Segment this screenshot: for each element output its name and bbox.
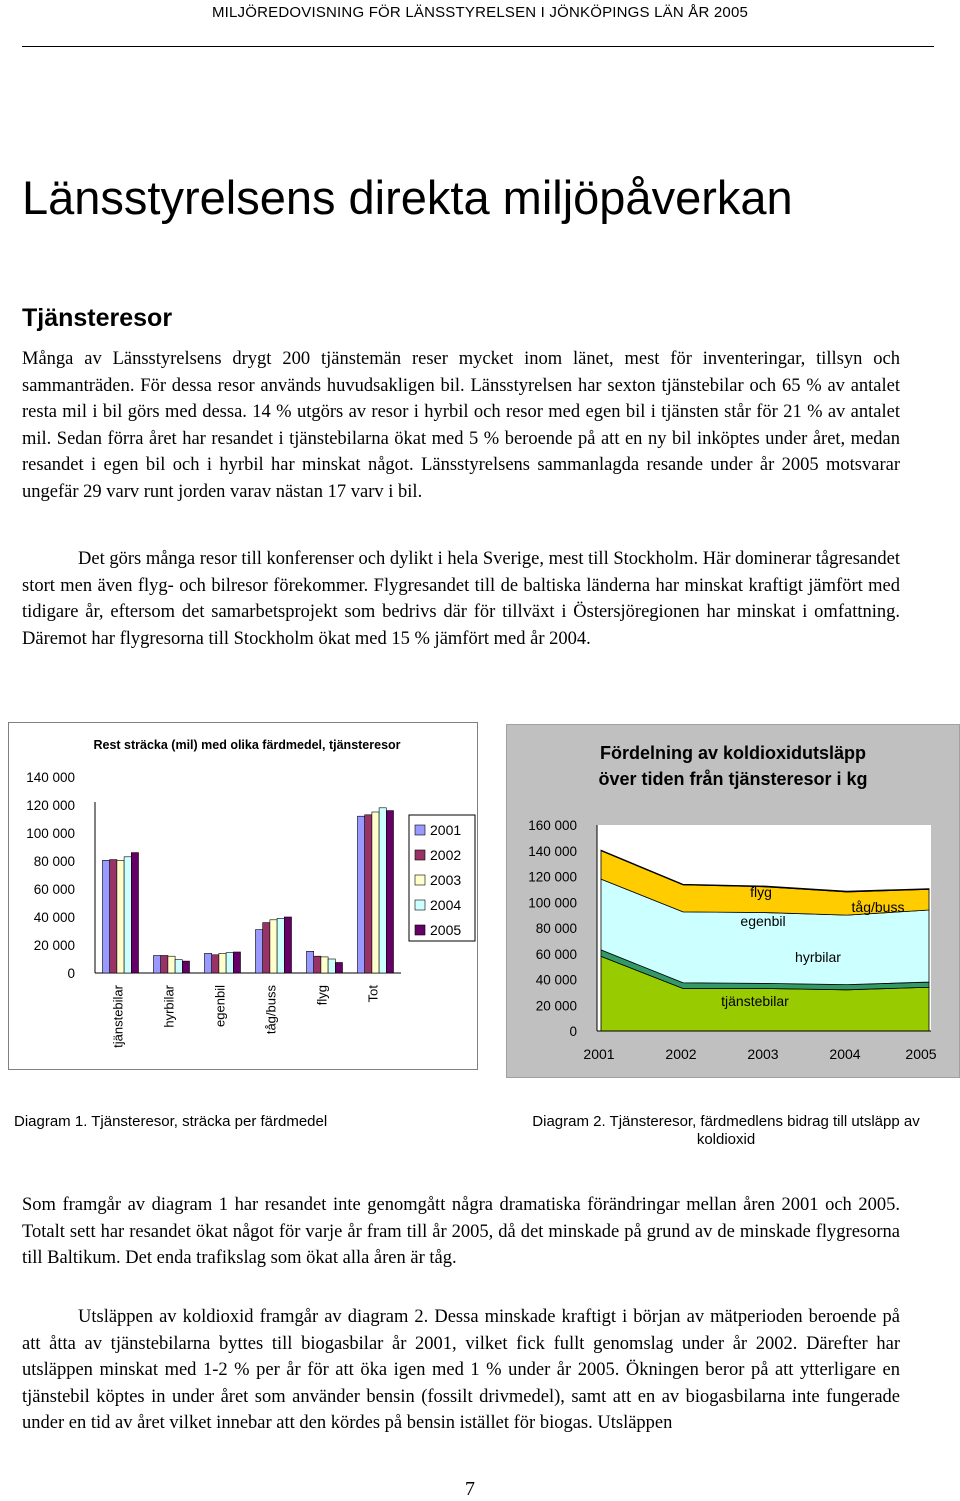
- chart-2-y-tick-label: 160 000: [528, 818, 577, 833]
- chart-1-legend-swatch: [415, 900, 425, 910]
- chart-1-bar-chart: [9, 723, 477, 1069]
- page-title: Länsstyrelsens direkta miljöpåverkan: [22, 171, 793, 224]
- chart-2-title: Fördelning av koldioxidutsläpp över tiden från tjänsteresor i kg: [598, 743, 868, 789]
- chart-1-bar: [284, 917, 291, 973]
- section-heading: Tjänsteresor: [22, 304, 173, 332]
- chart-1-y-tick-label: 80 000: [33, 854, 75, 869]
- chart-2-y-tick-label: 100 000: [528, 895, 577, 911]
- chart-1-bar: [226, 953, 233, 973]
- chart-1-legend-label: 2004: [430, 897, 462, 913]
- chart-1-bar: [335, 963, 342, 974]
- chart-1-bar: [372, 812, 379, 973]
- chart-2-area-chart: [507, 725, 959, 1077]
- chart-1-bar: [277, 918, 284, 973]
- chart-1-bar: [175, 960, 182, 973]
- chart-1-bar: [161, 956, 168, 974]
- chart-1-bar: [110, 860, 117, 973]
- chart-1-bar: [154, 956, 161, 974]
- chart-2-y-tick-label: 140 000: [528, 843, 577, 859]
- chart-1-legend-swatch: [415, 875, 425, 885]
- chart-2-y-tick-label: 20 000: [535, 998, 577, 1014]
- chart-1-category-label: Tot: [365, 985, 381, 1003]
- chart-1-y-tick-label: 20 000: [33, 938, 75, 953]
- chart-1-bar: [379, 808, 386, 973]
- chart-2-y-tick-label: 0: [569, 1024, 577, 1039]
- chart-2-x-tick-label: 2002: [665, 1046, 697, 1062]
- page-number: 7: [465, 1478, 475, 1500]
- chart-1-legend-swatch: [415, 825, 425, 835]
- chart-1-bar: [256, 930, 263, 973]
- chart-1-bar: [314, 956, 321, 973]
- chart-1-bar: [219, 953, 226, 973]
- body-paragraph: Det görs många resor till konferenser och dylikt i hela Sverige, mest till Stockholm. Här dominerar tågresandet stort men även flyg- och bilresor förekommer. Flygresandet till de baltiska länderna har minskat kraftigt jämfört med tidigare år, eftersom det samarbetsprojekt som bedrivs där för tillväxt i Östersjöregionen har minskat i omfattning. Däremot har flygresorna till Stockholm ökat med 15 % jämfört med år 2004.: [22, 549, 900, 649]
- chart-1-y-tick-label: 0: [67, 966, 75, 981]
- chart-1-bar: [270, 920, 277, 973]
- body-paragraph: Utsläppen av koldioxid framgår av diagram 2. Dessa minskade kraftigt i början av mätperioden beroende på att åtta av tjänstebilarna byttes till biogasbilar år 2001, vilket fick fullt genomslag under år 2002. Därefter har utsläppen minskat med 1-2 % per år för att öka igen med 1 % under år 2005. Ökningen beror på att ytterligare en tjänstebil köptes in under året som använder bensin (fossilt drivmedel), samt att en av biogasbilarna inte fungerade under en tid av året vilket innebar att den kördes på bensin istället för biogas. Utsläppen: [22, 1307, 900, 1433]
- running-header: MILJÖREDOVISNING FÖR LÄNSSTYRELSEN I JÖNKÖPINGS LÄN ÅR 2005: [211, 4, 749, 21]
- chart-1-category-label: egenbil: [212, 985, 228, 1027]
- chart-1-bar: [328, 959, 335, 973]
- chart-1-category-label: hyrbilar: [161, 985, 177, 1028]
- chart-2-y-tick-label: 120 000: [528, 869, 577, 885]
- chart-1-bar: [117, 860, 124, 973]
- chart-1-y-tick-label: 100 000: [26, 826, 75, 841]
- chart-1-category-label: flyg: [314, 985, 330, 1006]
- chart-1-y-tick-label: 60 000: [33, 882, 75, 897]
- chart-1-legend-label: 2002: [430, 847, 462, 863]
- chart-1-bar: [124, 857, 131, 973]
- chart-1-category-label: tjänstebilar: [110, 985, 126, 1048]
- chart-1-bar: [321, 957, 328, 973]
- chart-2-series-label: egenbil: [740, 913, 786, 929]
- chart-1-bar: [182, 961, 189, 973]
- chart-1-bar: [103, 860, 110, 973]
- chart-1-y-tick-label: 140 000: [26, 770, 75, 785]
- chart-2-y-tick-label: 80 000: [535, 921, 577, 936]
- body-paragraph: Som framgår av diagram 1 har resandet inte genomgått några dramatiska förändringar mellan åren 2001 och 2005. Totalt sett har resandet ökat något för varje år fram till år 2005, då det minskade på grund av de minskade flygresorna till Baltikum. Det enda trafikslag som ökat alla åren är tåg.: [22, 1195, 900, 1268]
- chart-2-container: [506, 724, 960, 1078]
- chart-1-bar: [212, 955, 219, 973]
- chart-2-series-label: tjänstebilar: [721, 993, 789, 1009]
- chart-1-bar: [233, 952, 240, 973]
- chart-1-bar: [131, 853, 138, 973]
- chart-2-series-label: flyg: [750, 884, 772, 900]
- chart-1-bar: [168, 956, 175, 973]
- chart-2-x-tick-label: 2001: [583, 1046, 615, 1062]
- chart-1-legend-label: 2001: [430, 822, 462, 838]
- chart-2-y-tick-label: 40 000: [535, 972, 577, 988]
- chart-1-legend-swatch: [415, 850, 425, 860]
- chart-1-title: Rest sträcka (mil) med olika färdmedel, tjänsteresor: [93, 738, 401, 752]
- chart-2-x-tick-label: 2004: [829, 1046, 861, 1062]
- header-rule: [22, 46, 934, 47]
- chart-2-series-label: hyrbilar: [795, 949, 841, 965]
- chart-1-y-tick-label: 40 000: [33, 910, 75, 925]
- chart-2-x-tick-label: 2003: [747, 1046, 779, 1062]
- chart-2-y-tick-label: 60 000: [535, 946, 577, 962]
- chart-1-bar: [205, 953, 212, 973]
- chart-2-series-label: tåg/buss: [851, 899, 905, 915]
- diagram-2-caption: Diagram 2. Tjänsteresor, färdmedlens bidrag till utsläpp av koldioxid: [532, 1113, 920, 1148]
- chart-1-y-tick-label: 120 000: [26, 798, 75, 813]
- chart-1-bar: [365, 815, 372, 973]
- body-paragraph: Många av Länsstyrelsens drygt 200 tjänstemän reser mycket inom länet, mest för inventeringar, tillsyn och sammanträden. För dessa resor används huvudsakligen bil. Länsstyrelsen har sexton tjänstebilar och 65 % av antalet resta mil i bil görs med dessa. 14 % utgörs av resor i hyrbil och resor med egen bil i tjänsten står för 21 % av antalet mil. Sedan förra året har resandet i tjänstebilarna ökat med 5 % beroende på att en ny bil inköptes under året, medan resandet i egen bil och i hyrbil har minskat något. Länsstyrelsens sammanlagda resande under år 2005 motsvarar ungefär 29 varv runt jorden varav nästan 17 varv i bil.: [22, 349, 900, 502]
- chart-1-bar: [358, 816, 365, 973]
- chart-1-legend-swatch: [415, 925, 425, 935]
- diagram-1-caption: Diagram 1. Tjänsteresor, sträcka per färdmedel: [14, 1113, 328, 1130]
- chart-1-legend-label: 2005: [430, 922, 462, 938]
- chart-1-bar: [307, 951, 314, 973]
- chart-2-x-tick-label: 2005: [905, 1046, 937, 1062]
- chart-1-container: [8, 722, 478, 1070]
- chart-1-bar: [263, 923, 270, 973]
- chart-1-bar: [386, 811, 393, 973]
- chart-1-category-label: tåg/buss: [263, 985, 279, 1035]
- chart-1-legend-label: 2003: [430, 872, 462, 888]
